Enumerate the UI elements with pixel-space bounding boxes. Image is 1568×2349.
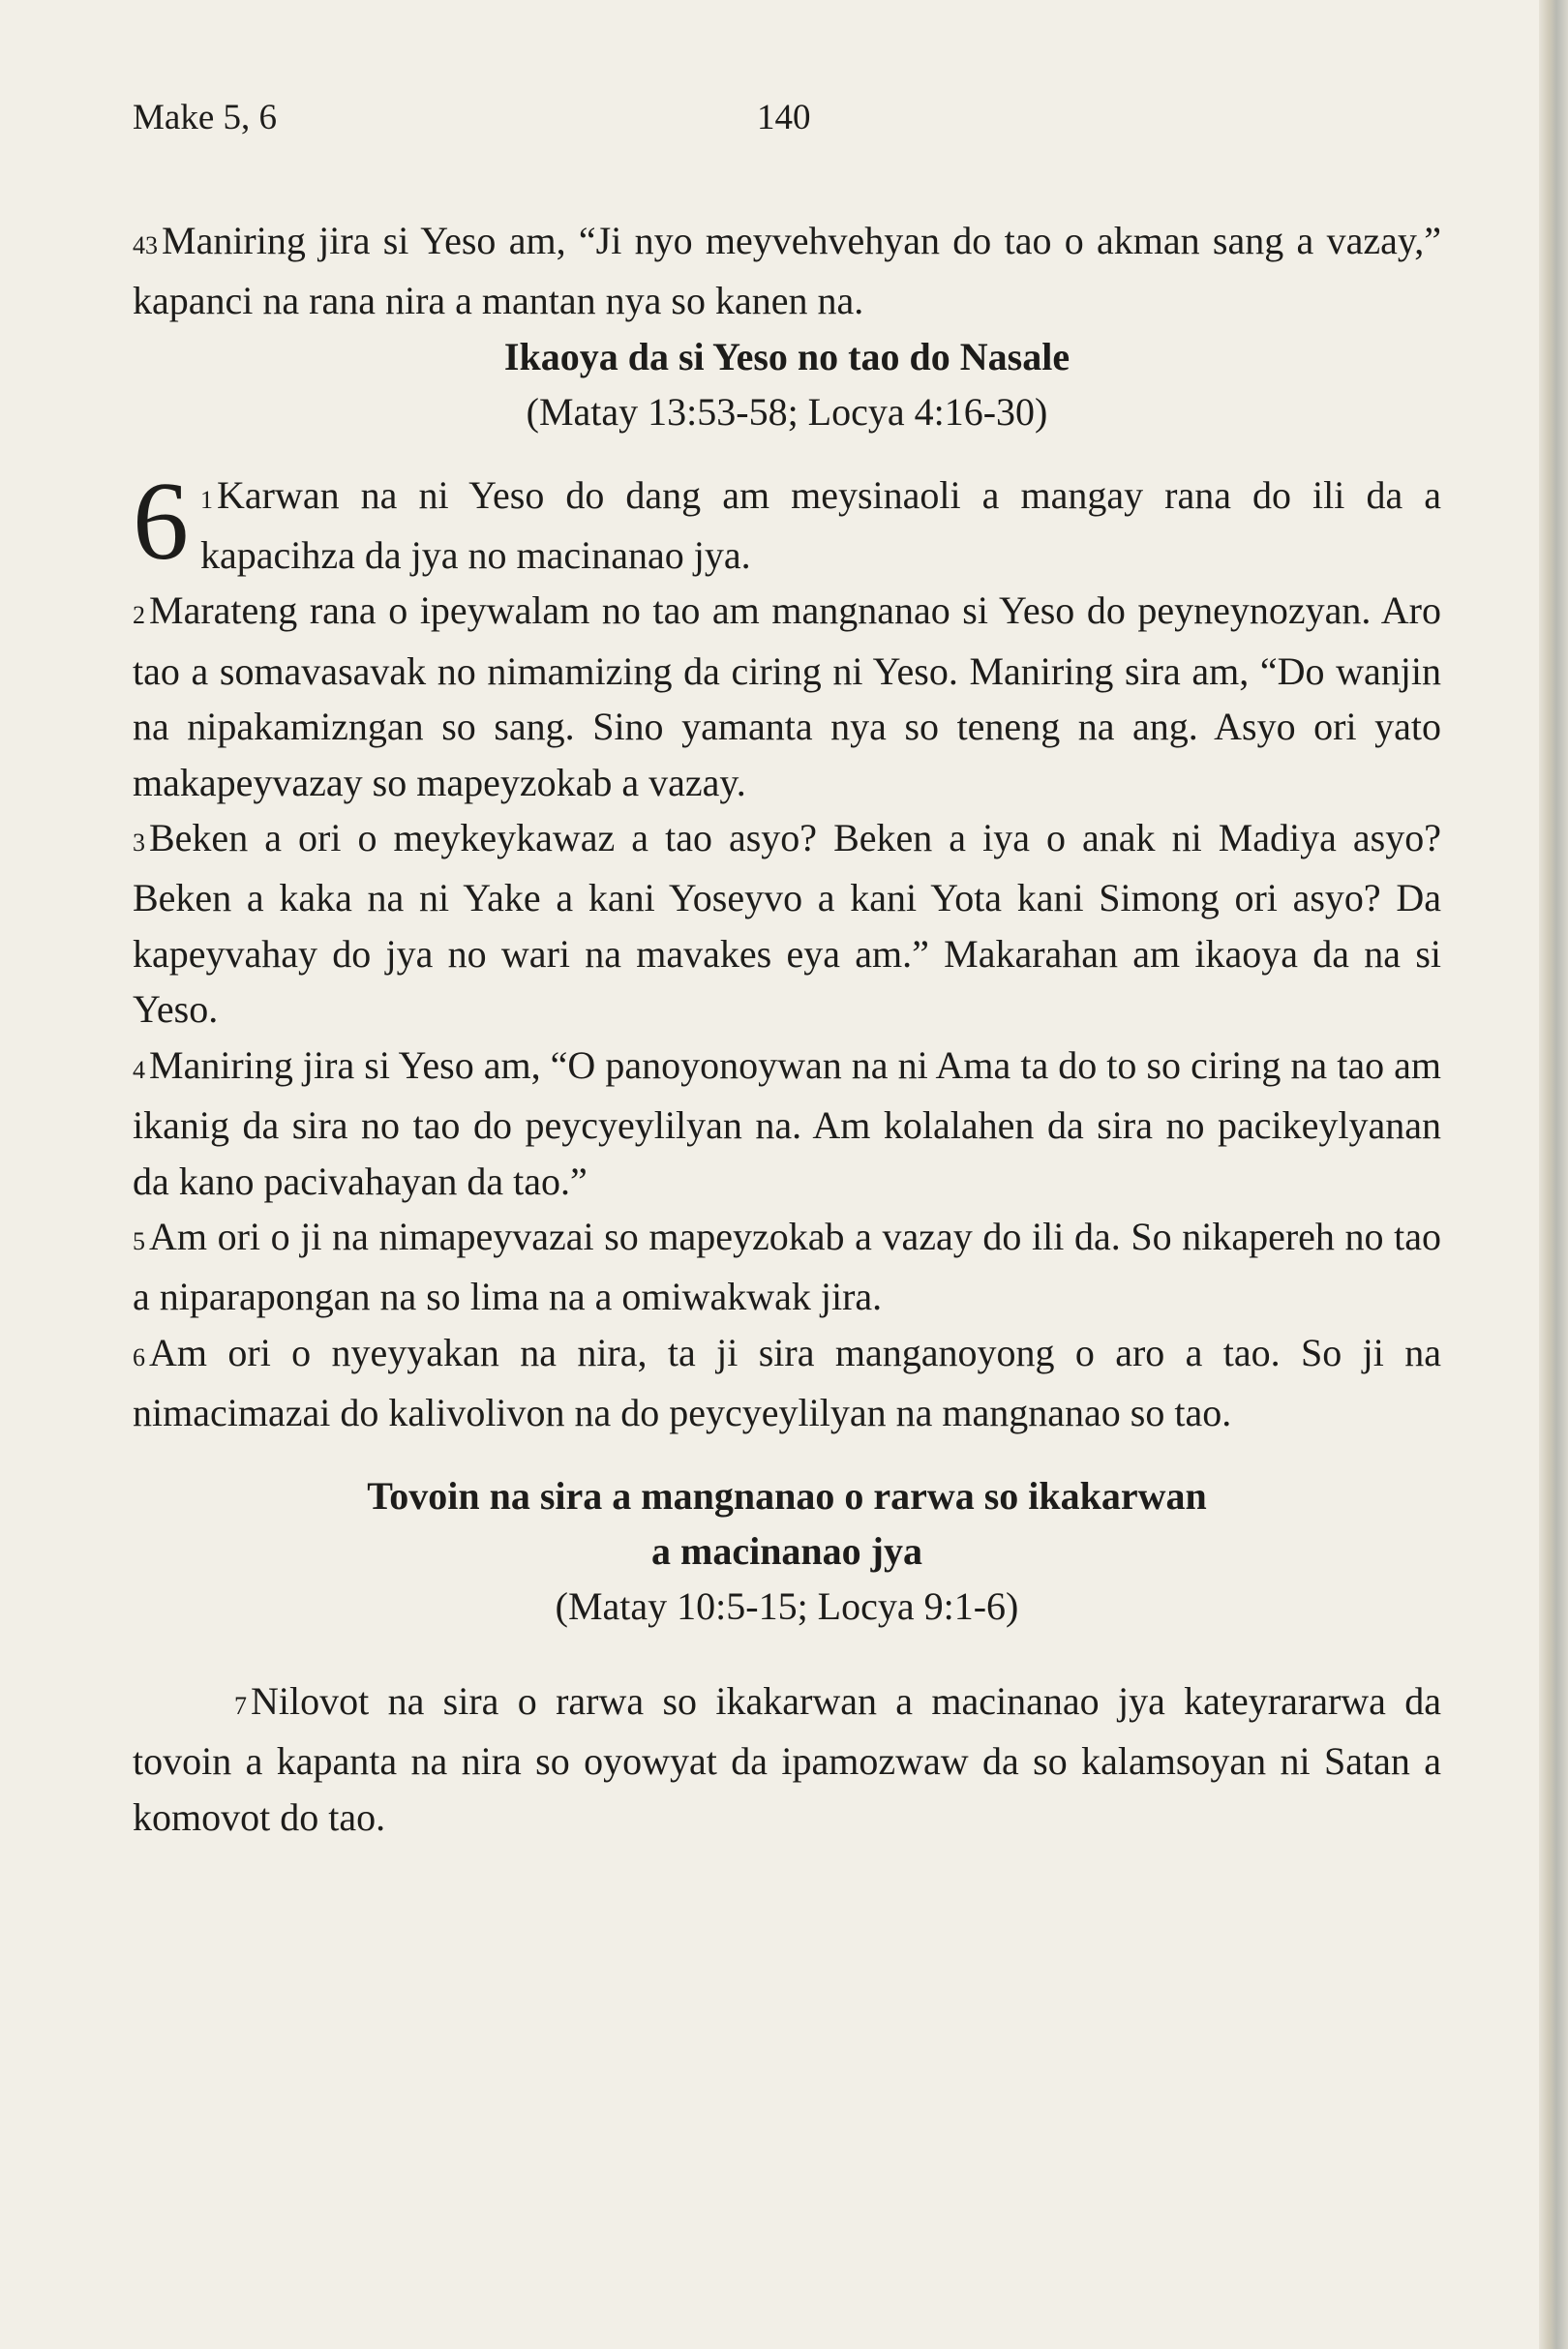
verse-6 [133,1325,1441,1441]
verse-1 [133,459,1441,584]
spacer [133,1635,1441,1673]
verse-text: Beken a ori o meykeykawaz a tao asyo? Beken a iya o anak ni Madiya asyo? Beken a kaka na ni Yake a kani Yoseyvo a kani Yota kani Simong ori asyo? Da kapeyvahay do jya no wari na mavakes eya am.” Makarahan am ikaoya da na si Yeso. [133,816,1441,1032]
verse-5 [133,1209,1441,1325]
verse-text: Am ori o nyeyyakan na nira, ta ji sira manganoyong o aro a tao. So ji na nimacimazai do kalivolivon na do peycyeylilyan na mangnanao so tao. [133,1330,1441,1435]
verse-number: 43 [133,231,158,259]
verse-number: 1 [200,485,213,514]
verse-text: Nilovot na sira o rarwa so ikakarwan a macinanao jya kateyrararwa da tovoin a kapanta na nira so oyowyat da ipamozwaw da so kalamsoyan ni Satan a komovot do tao. [133,1678,1441,1839]
cross-reference: (Matay 10:5-15; Locya 9:1-6) [555,1584,1019,1629]
chapter-number: 6 [133,459,189,584]
spacer [133,1441,1441,1468]
verse-number: 6 [133,1342,145,1371]
verse-number: 3 [133,828,145,858]
verse-43 [133,213,1441,329]
spacer [133,440,1441,467]
cross-reference: (Matay 13:53-58; Locya 4:16-30) [526,390,1048,435]
verse-number: 4 [133,1055,145,1084]
verse-4 [133,1038,1441,1209]
page-edge [1539,0,1568,2349]
verse-number: 5 [133,1226,145,1255]
section-heading-line-1: Tovoin na sira a mangnanao o rarwa so ikakarwan [367,1473,1207,1518]
verse-text: Maniring jira si Yeso am, “Ji nyo meyvehvehyan do tao o akman sang a vazay,” kapanci na rana nira a mantan nya so kanen na. [133,219,1441,323]
page-number: 140 [757,98,811,137]
verse-text: Marateng rana o ipeywalam no tao am mangnanao si Yeso do peyneynozyan. Aro tao a somavasavak no nimamizing da ciring ni Yeso. Maniring sira am, “Do wanjin na nipakamizngan so sang. Sino yamanta nya so teneng na ang. Asyo ori yato makapeyvazay so mapeyzokab a vazay. [133,588,1441,804]
verse-2 [133,583,1441,810]
verse-text: Karwan na ni Yeso do dang am meysinaoli a mangay rana do ili da a kapacihza da jya no macinanao jya. [200,472,1441,578]
verse-text: Maniring jira si Yeso am, “O panoyonoywan na ni Ama ta do to so ciring na tao am ikanig da sira no tao do peycyeylilyan na. Am kolalahen da sira no pacikeylyanan da kano pacivahayan da tao.” [133,1042,1441,1203]
section-heading-line-2: a macinanao jya [651,1528,922,1573]
scripture-text [133,213,1441,1845]
verse-number: 2 [133,601,145,630]
verse-number: 7 [234,1691,247,1720]
page-header [133,97,1439,155]
running-head: Make 5, 6 [133,98,277,137]
verse-7 [133,1673,1441,1845]
verse-text: Am ori o ji na nimapeyvazai so mapeyzokab a vazay do ili da. So nikapereh no tao a niparapongan na so lima na a omiwakwak jira. [133,1214,1441,1319]
verse-3 [133,810,1441,1038]
section-heading: Ikaoya da si Yeso no tao do Nasale [503,334,1070,378]
